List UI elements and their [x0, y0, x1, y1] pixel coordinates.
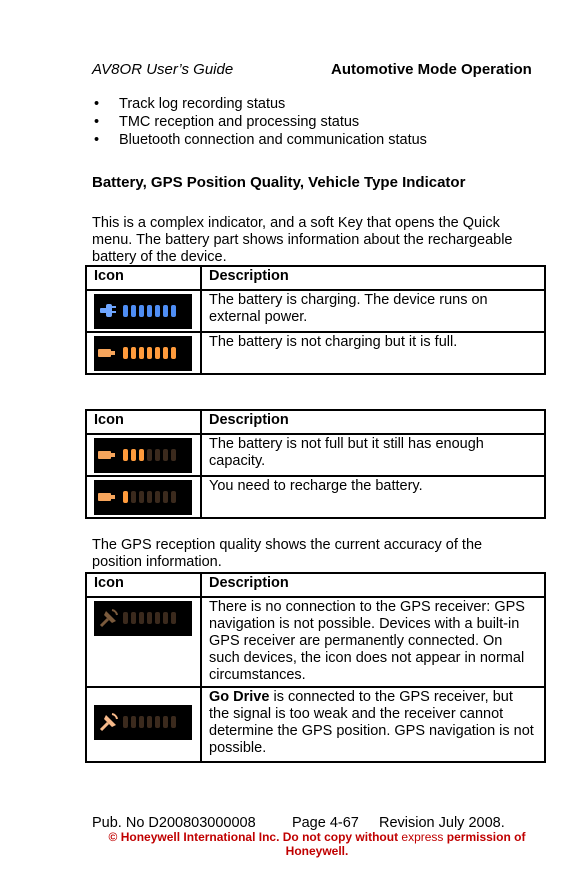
satellite-icon: [98, 607, 120, 629]
gps-quality-bars: [123, 612, 176, 624]
level-bar-segment: [123, 449, 128, 461]
table-header-row: [86, 266, 545, 290]
level-bar-segment: [147, 716, 152, 728]
level-bar-segment: [163, 491, 168, 503]
level-bar-segment: [155, 347, 160, 359]
gps-quality-bars: [123, 716, 176, 728]
description-cell: The battery is not charging but it is full.: [201, 332, 545, 374]
bullet-item: • TMC reception and processing status: [92, 113, 532, 131]
level-bar-segment: [171, 716, 176, 728]
level-bar-segment: [123, 612, 128, 624]
level-bar-segment: [139, 305, 144, 317]
icon-column-header: Icon: [86, 266, 201, 290]
level-bar-segment: [139, 716, 144, 728]
satellite-icon: [98, 711, 120, 733]
level-bar-segment: [155, 612, 160, 624]
table-header-row: [86, 573, 545, 597]
header-guide-title: AV8OR User’s Guide: [92, 61, 234, 78]
battery-level-bars: [123, 305, 176, 317]
level-bar-segment: [139, 449, 144, 461]
level-bar-segment: [147, 491, 152, 503]
battery-level-bars: [123, 347, 176, 359]
level-bar-segment: [123, 347, 128, 359]
level-bar-segment: [131, 612, 136, 624]
icon-cell: [86, 687, 201, 762]
copyright-part: express: [401, 830, 444, 844]
level-bar-segment: [163, 716, 168, 728]
level-bar-segment: [147, 449, 152, 461]
description-column-header: Description: [201, 410, 545, 434]
icon-cell: [86, 290, 201, 332]
table-row: [86, 434, 545, 476]
description-cell: You need to recharge the battery.: [201, 476, 545, 518]
level-bar-segment: [131, 347, 136, 359]
revision-date: Revision July 2008.: [379, 815, 505, 831]
battery-table-1: [85, 265, 546, 375]
level-bar-segment: [155, 491, 160, 503]
gps-no-connection-icon: [94, 601, 192, 636]
level-bar-segment: [163, 449, 168, 461]
level-bar-segment: [147, 305, 152, 317]
footer-copyright: [92, 830, 542, 858]
description-cell: There is no connection to the GPS receiver: GPS navigation is not possible. Devices with a built-in GPS receiver are permanently connected. On such devices, the icon does not appear in normal circumstances.: [201, 597, 545, 687]
table-header-row: [86, 410, 545, 434]
footer-publication-line: [92, 815, 505, 831]
battery-terminal-icon: [98, 349, 111, 357]
intro-paragraph: This is a complex indicator, and a soft Key that opens the Quick menu. The battery part shows information about the rechargeable battery of the device.: [92, 215, 513, 265]
app-name: Go Drive: [209, 689, 270, 705]
icon-cell: [86, 476, 201, 518]
section-heading: Battery, GPS Position Quality, Vehicle Type Indicator: [92, 174, 466, 191]
icon-cell: [86, 597, 201, 687]
level-bar-segment: [123, 716, 128, 728]
pub-number: Pub. No D200803000008: [92, 815, 256, 831]
table-row: [86, 597, 545, 687]
header-section-title: Automotive Mode Operation: [331, 61, 532, 78]
level-bar-segment: [163, 347, 168, 359]
battery-terminal-icon: [98, 451, 111, 459]
level-bar-segment: [123, 305, 128, 317]
copyright-part: permission of Honeywell.: [285, 830, 526, 858]
level-bar-segment: [139, 347, 144, 359]
level-bar-segment: [123, 491, 128, 503]
level-bar-segment: [147, 347, 152, 359]
table-row: [86, 476, 545, 518]
description-text: is connected to the GPS receiver, but the signal is too weak and the receiver cannot determine the GPS position. GPS navigation is not possible.: [209, 689, 534, 756]
battery-charging-icon: [94, 294, 192, 329]
status-bullet-list: [92, 95, 532, 149]
level-bar-segment: [147, 612, 152, 624]
table-row: [86, 290, 545, 332]
battery-level-bars: [123, 491, 176, 503]
description-column-header: Description: [201, 573, 545, 597]
gps-paragraph: The GPS reception quality shows the current accuracy of the position information.: [92, 537, 483, 570]
bullet-item: • Track log recording status: [92, 95, 532, 113]
level-bar-segment: [131, 305, 136, 317]
bullet-item: • Bluetooth connection and communication status: [92, 131, 532, 149]
level-bar-segment: [139, 491, 144, 503]
icon-column-header: Icon: [86, 410, 201, 434]
level-bar-segment: [163, 612, 168, 624]
icon-column-header: Icon: [86, 573, 201, 597]
level-bar-segment: [131, 491, 136, 503]
page-number: Page 4-67: [291, 815, 359, 831]
icon-cell: [86, 434, 201, 476]
description-cell: [201, 687, 545, 762]
level-bar-segment: [131, 449, 136, 461]
gps-table: [85, 572, 546, 763]
level-bar-segment: [171, 347, 176, 359]
level-bar-segment: [171, 491, 176, 503]
table-row: [86, 687, 545, 762]
battery-partial-icon: [94, 438, 192, 473]
battery-level-bars: [123, 449, 176, 461]
level-bar-segment: [171, 305, 176, 317]
plug-icon: [100, 308, 108, 313]
icon-cell: [86, 332, 201, 374]
battery-full-icon: [94, 336, 192, 371]
description-cell: The battery is charging. The device runs on external power.: [201, 290, 545, 332]
level-bar-segment: [163, 305, 168, 317]
level-bar-segment: [155, 449, 160, 461]
level-bar-segment: [171, 612, 176, 624]
level-bar-segment: [155, 716, 160, 728]
level-bar-segment: [131, 716, 136, 728]
battery-table-2: [85, 409, 546, 519]
level-bar-segment: [155, 305, 160, 317]
gps-weak-signal-icon: [94, 705, 192, 740]
copyright-part: © Honeywell International Inc. Do not copy without: [108, 830, 402, 844]
battery-terminal-icon: [98, 493, 111, 501]
description-cell: The battery is not full but it still has enough capacity.: [201, 434, 545, 476]
battery-low-icon: [94, 480, 192, 515]
level-bar-segment: [139, 612, 144, 624]
level-bar-segment: [171, 449, 176, 461]
table-row: [86, 332, 545, 374]
description-column-header: Description: [201, 266, 545, 290]
